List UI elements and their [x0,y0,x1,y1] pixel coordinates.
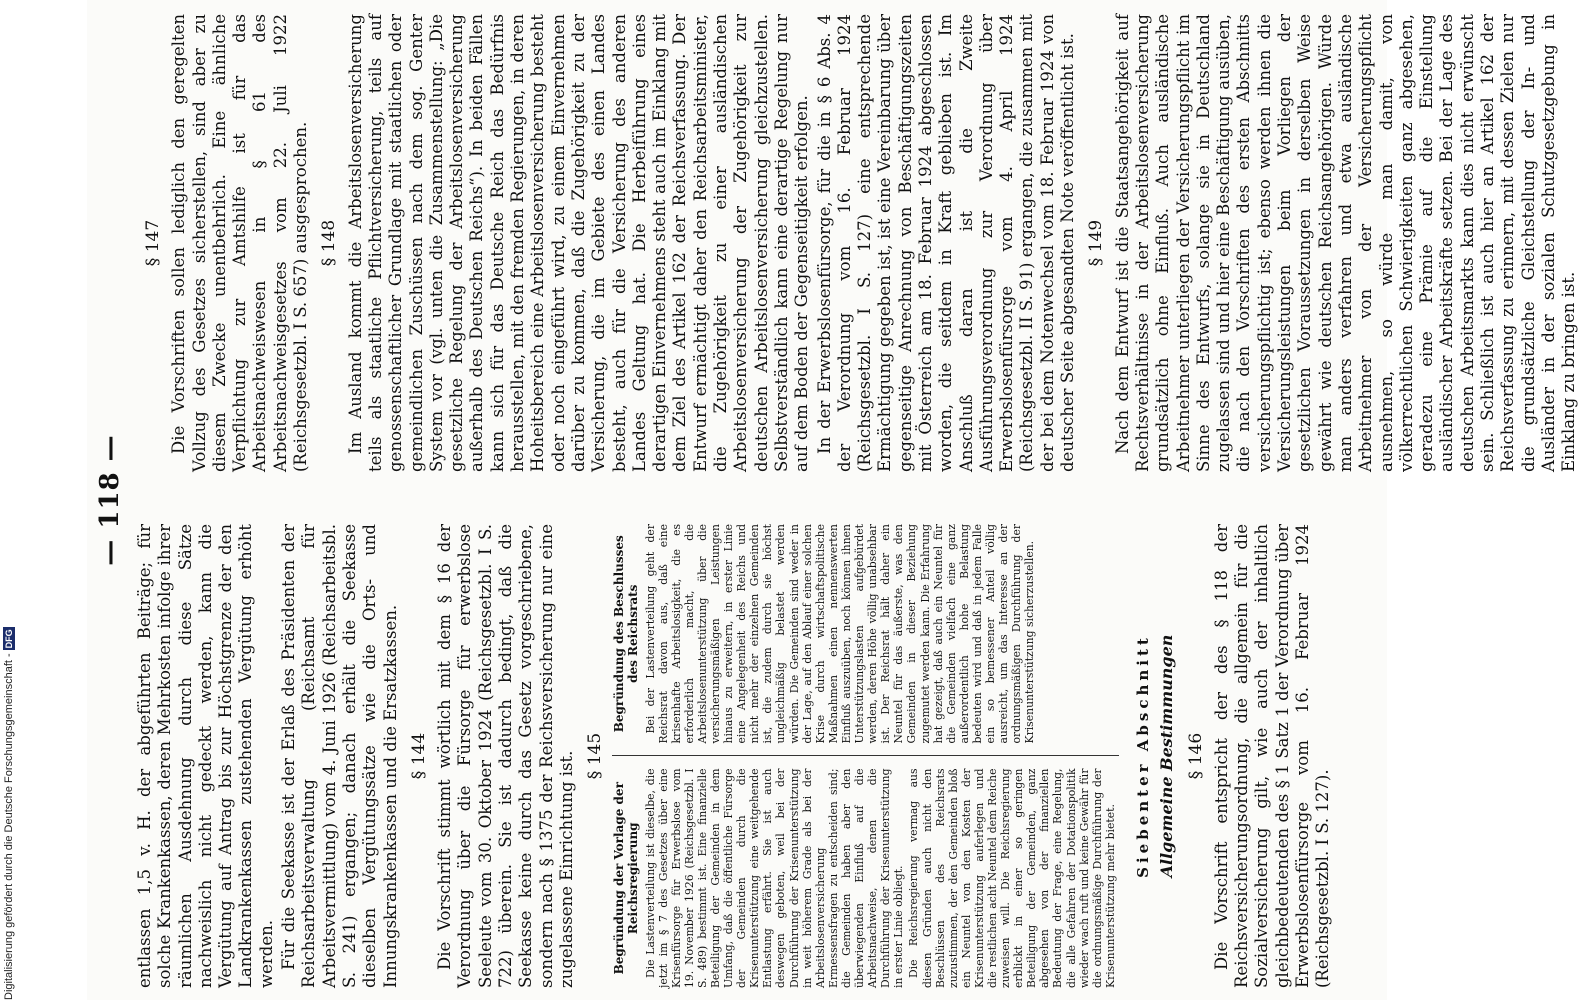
chapter-title: Allgemeine Bestimmungen [1157,634,1177,878]
left-column [135,524,1336,988]
paragraph: Die Vorschriften sollen lediglich den geregelten Vollzug des Gesetzes sicherstellen, sind aber zu diesem Zwecke unentbehrlich. Eine ähnliche Verpflichtung zur Amtshilfe ist für das Arbeitsnachweiswesen in § 61 des Arbeitsnachweisgesetzes vom 22. Juli 1922 (Reichsgesetzbl. I S. 657) ausgesprochen. [169,14,311,472]
section-heading: § 144 [408,732,429,780]
paragraph: Für die Seekasse ist der Erlaß des Präsidenten der Reichsarbeitsverwaltung (Reichsamt für Arbeitsvermittlung) vom 4. Juni 1926 (Reichsarbeitsbl. S. 241) ergangen; danach erhält die Seekasse dieselben Vergütungssätze wie die Orts- und Innungskrankenkassen und die Ersatzkassen. [279,524,400,988]
section-heading: § 148 [319,219,340,267]
two-column-comparison [612,524,1119,988]
paragraph: Die Lastenverteilung ist dieselbe, die jetzt im § 7 des Gesetzes über eine Krisenfürsorge für Erwerbslose vom 19. November 1926 (Reichsgesetzbl. I S. 489) bestimmt ist. Eine finanzielle Beteiligung der Gemeinden in dem Umfang, daß die öffentliche Fürsorge der Gemeinden durch die Krisenunterstützung eine weitgehende Entlastung erfährt. Sie ist auch deswegen geboten, weil bei der Durchführung der Krisenunterstützung in weit höherem Grade als bei der Arbeitslosenversicherung Ermessensfragen zu entscheiden sind; die Gemeinden haben aber den überwiegenden Einfluß auf die Arbeitsnachweise, denen die Durchführung der Krisenunterstützung in erster Linie obliegt. [643,768,906,988]
section-heading: § 145 [585,732,606,780]
paragraph: Die Reichsregierung vermag aus diesen Gründen auch nicht den Beschlüssen des Reichsrats zuzustimmen, der den Gemeinden bloß ein Neuntel von den Kosten der Krisenunterstützung auferlegen und die restlichen acht Neuntel dem Reiche zuweisen will. Die Reichsregierung erblickt in einer so geringen Beteiligung der Gemeinden, ganz abgesehen von der finanziellen Bedeutung der Frage, eine Regelung, die alle Gefahren der Dotationspolitik wieder wach ruft und keine Gewähr für die ordnungsmäßige Durchführung der Krisenunterstützung mehr bietet. [907,768,1117,988]
section-heading: § 149 [1086,219,1107,267]
paragraph: entlassen 1,5 v. H. der abgeführten Beiträge; für solche Krankenkassen, deren Mehrkosten infolge ihrer räumlichen Ausdehnung durch diese Sätze nachweislich nicht gedeckt werden, kann die Vergütung auf Antrag bis zur Höchstgrenze der den Landkrankenkassen zustehenden Vergütung erhöht werden. [135,524,276,988]
chapter-label: Siebenter Abschnitt [1133,634,1152,878]
page-number: — 118 — [95,434,125,566]
paragraph: Bei der Lastenverteilung geht der Reichsrat davon aus, daß eine krisenhafte Arbeitslosigkeit, die es erforderlich macht, die Arbeitslosenunterstützung über die versicherungsmäßigen Leistungen hinaus zu erweitern, in erster Linie eine Angelegenheit des Reichs und nicht mehr der einzelnen Gemeinden ist, die zudem durch sie höchst ungleichmäßig belastet werden würden. Die Gemeinden sind weder in der Lage, auf den Ablauf einer solchen Krise durch wirtschaftspolitische Maßnahmen einen nennenswerten Einfluß auszuüben, noch können ihnen Unterstützungslasten aufgebürdet werden, deren Höhe völlig unabsehbar ist. Der Reichsrat hält daher ein Neuntel für das äußerste, was den Gemeinden in dieser Beziehung zugemutet werden kann. Die Erfahrung hat gezeigt, daß auch ein Neuntel für die Gemeinden vielfach eine ganz außerordentlich hohe Belastung bedeuten wird und daß in jedem Falle ein so bemessener Anteil völlig ausreicht, um das Interesse an der ordnungsmäßigen Durchführung der Krisenunterstützung sicherzustellen. [643,524,1037,744]
section-heading: § 146 [1185,732,1206,780]
paragraph: In der Erwerbslosenfürsorge, für die in § 6 Abs. 4 der Verordnung vom 16. Februar 1924 (Reichsgesetzbl. I S. 127) eine entsprechende Ermächtigung gegeben ist, ist eine Vereinbarung über gegenseitige Anrechnung von Beschäftigungszeiten mit Österreich am 18. Februar 1924 abgeschlossen worden, die seitdem in Kraft geblieben ist. Im Anschluß daran ist die Zweite Ausführungsverordnung zur Verordnung über Erwerbslosenfürsorge vom 4. April 1924 (Reichsgesetzbl. II S. 91) ergangen, die zusammen mit der bei dem Notenwechsel vom 18. Februar 1924 von deutscher Seite abgesandten Note veröffentlicht ist. [814,14,1078,472]
paragraph: Nach dem Entwurf ist die Staatsangehörigkeit auf Rechtsverhältnisse in der Arbeitslosenversicherung grundsätzlich ohne Einfluß. Auch ausländische Arbeitnehmer unterliegen der Versicherungspflicht im Sinne des Entwurfs, solange sie in Deutschland zugelassen sind und hier eine Beschäftigung ausüben, die nach den Vorschriften des ersten Abschnitts versicherungspflichtig ist; ebenso werden ihnen die Versicherungsleistungen beim Vorliegen der gesetzlichen Voraussetzungen in derselben Weise gewährt wie deutschen Reichsangehörigen. Würde man anders verfahren und etwa ausländische Arbeitnehmer von der Versicherungspflicht ausnehmen, so würde man damit, von völkerrechtlichen Schwierigkeiten ganz abgesehen, geradezu eine Prämie auf die Einstellung ausländischer Arbeitskräfte setzen. Bei der Lage des deutschen Arbeitsmarkts kann dies nicht erwünscht sein. Schließlich ist auch hier an Artikel 162 der Reichsverfassung zu erinnern, mit dessen Zielen nur die grundsätzliche Gleichstellung der In- und Ausländer in der sozialen Schutzgesetzgebung in Einklang zu bringen ist. [1112,14,1579,472]
column-divider [612,756,1119,757]
subcolumn-heading: Begründung der Vorlage der Reichsregierung [611,782,640,975]
document-page [87,0,1579,1000]
section-heading: § 147 [143,219,163,267]
credit-text: Digitalisierung gefördert durch die Deutsche Forschungsgemeinschaft - [3,653,15,1000]
dfg-logo: DFG [4,629,14,649]
digitization-credit [1,600,17,1000]
government-justification [612,769,1119,989]
paragraph: Die Vorschrift entspricht der des § 118 der Reichsversicherungsordnung, die allgemein für die Sozialversicherung gilt, wie auch der inhaltlich gleichbedeutenden des § 1 Satz 1 der Verordnung über Erwerbslosenfürsorge vom 16. Februar 1924 (Reichsgesetzbl. I S. 127). [1211,524,1333,988]
paragraph: Die Vorschrift stimmt wörtlich mit dem § 16 der Verordnung über die Fürsorge für erwerbslose Seeleute vom 30. Oktober 1924 (Reichsgesetzbl. I S. 722) überein. Sie ist dadurch bedingt, daß die Seekasse keine durch das Gesetz vorgeschriebene, sondern nach § 1375 der Reichsversicherung nur eine zugelassene Einrichtung ist. [435,524,576,988]
subcolumn-heading: Begründung des Beschlusses des Reichsrats [611,535,640,733]
reichsrat-justification [612,524,1119,744]
right-column [135,14,1581,472]
paragraph: Im Ausland kommt die Arbeitslosenversicherung teils als staatliche Pflichtversicherung, teils auf genossenschaftlicher Grundlage mit staatlichen oder gemeindlichen Zuschüssen nach dem sog. Genter System vor (vgl. unten die Zusammenstellung: „Die gesetzliche Regelung der Arbeitslosenversicherung außerhalb des Deutschen Reichs“). In beiden Fällen kann sich für das Deutsche Reich das Bedürfnis herausstellen, mit den fremden Regierungen, in deren Hoheitsbereich eine Arbeitslosenversicherung besteht oder noch eingeführt wird, zu einem Einvernehmen darüber zu kommen, daß die Zugehörigkeit zu der Versicherung, die im Gebiete des einen Landes besteht, auch für die Versicherung des anderen Landes Geltung hat. Die Herbeiführung eines derartigen Einvernehmens steht auch im Einklang mit dem Ziel des Artikel 162 der Reichsverfassung. Der Entwurf ermächtigt daher den Reichsarbeitsminister, die Zugehörigkeit zu einer ausländischen Arbeitslosenversicherung der Zugehörigkeit zur deutschen Arbeitslosenversicherung gleichzustellen. Selbstverständlich kann eine derartige Regelung nur auf dem Boden der Gegenseitigkeit erfolgen. [345,14,812,472]
